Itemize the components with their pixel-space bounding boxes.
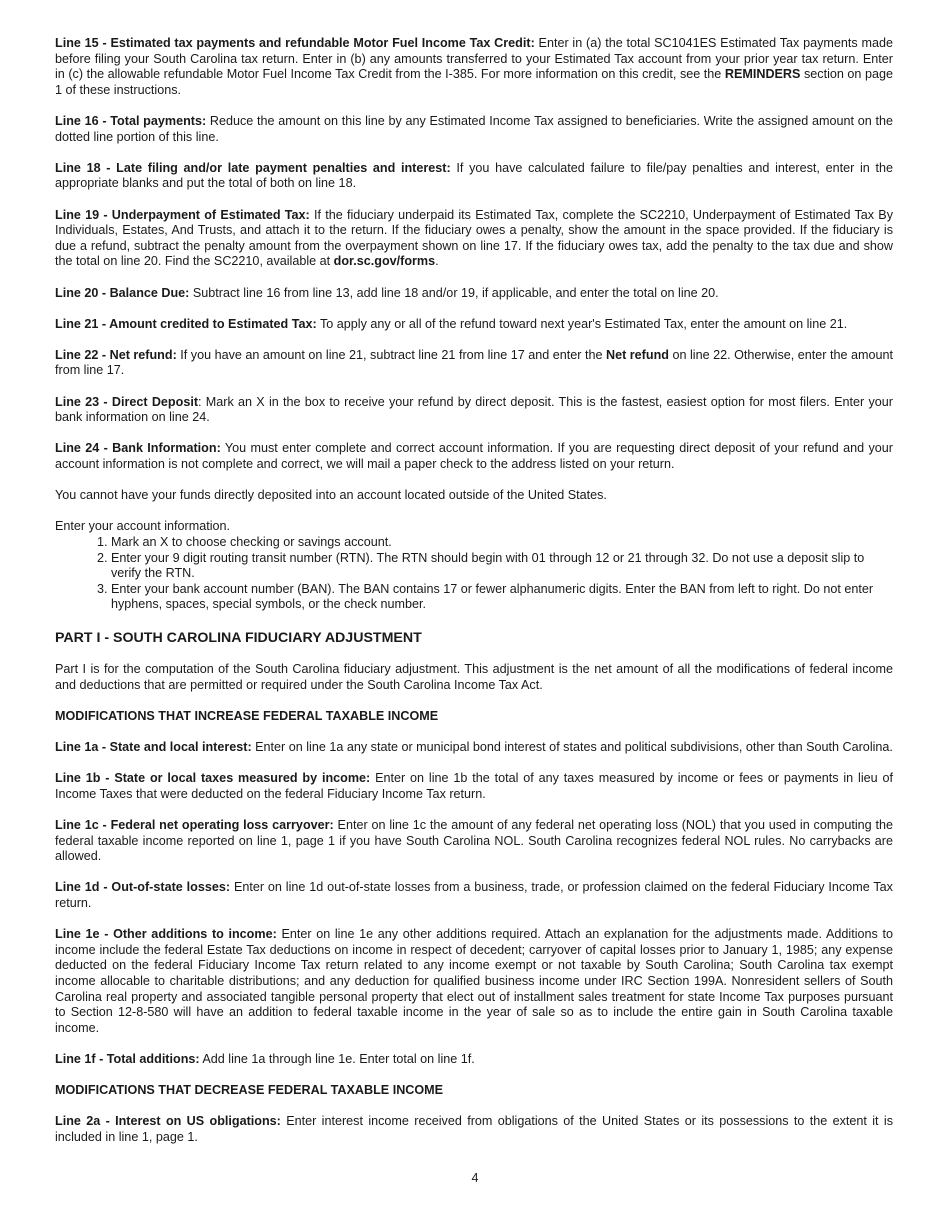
list-item: 1. Mark an X to choose checking or savings account. [111, 535, 893, 551]
line-21-instruction: Line 21 - Amount credited to Estimated Tax: To apply any or all of the refund toward next year's Estimated Tax, enter the amount on line 21. [55, 316, 848, 331]
account-info-intro: Enter your account information. [55, 519, 231, 534]
line-1b-label: Line 1b - State or local taxes measured by income: [55, 771, 371, 786]
line-15-label: Line 15 - Estimated tax payments and refundable Motor Fuel Income Tax Credit: [55, 36, 535, 50]
part-1-heading: PART I - SOUTH CAROLINA FIDUCIARY ADJUSTMENT [55, 629, 422, 646]
decrease-modifications-heading: MODIFICATIONS THAT DECREASE FEDERAL TAXABLE INCOME [55, 1083, 444, 1098]
line-24-label: Line 24 - Bank Information: [55, 441, 221, 456]
line-16-instruction: Line 16 - Total payments: Reduce the amount on this line by any Estimated Income Tax assigned to beneficiaries. Write the assigned amount on the dotted line portion of this line. [55, 113, 893, 144]
page-number: 4 [471, 1171, 479, 1185]
line-1e-label: Line 1e - Other additions to income: [55, 927, 277, 942]
line-15-instruction: Line 15 - Estimated tax payments and refundable Motor Fuel Income Tax Credit: Enter in (a) the total SC1041ES Estimated Tax payments made before filing your South Carolina tax return. Enter in (b) any amounts transferred to your Estimated Tax account from your prior year tax return. Enter in (c) the allowable refundable Motor Fuel Income Tax Credit from the I-385. For more information on this credit, see the REMINDERS section on page 1 of these instructions. [55, 36, 894, 97]
part-1-description: Part I is for the computation of the South Carolina fiduciary adjustment. This adjustment is the net amount of all the modifications of federal income and deductions that are permitted or required under the South Carolina Income Tax Act. [55, 662, 893, 692]
line-18-label: Line 18 - Late filing and/or late payment penalties and interest: [55, 160, 451, 175]
line-1d-instruction: Line 1d - Out-of-state losses: Enter on line 1d out-of-state losses from a business, trade, or profession claimed on the federal Fiduciary Income Tax return. [55, 880, 893, 911]
line-23-instruction: Line 23 - Direct Deposit: Mark an X in the box to receive your refund by direct deposit. This is the fastest, easiest option for most filers. Enter your bank information on line 24. [55, 394, 894, 425]
line-1f-instruction: Line 1f - Total additions: Add line 1a through line 1e. Enter total on line 1f. [55, 1052, 475, 1066]
line-2a-label: Line 2a - Interest on US obligations: [55, 1114, 281, 1129]
line-1f-label: Line 1f - Total additions: [55, 1052, 200, 1066]
list-item: 2. Enter your 9 digit routing transit number (RTN). The RTN should begin with 01 through 12 or 21 through 32. Do not use a deposit slip to verify the RTN. [111, 551, 893, 582]
line-18-instruction: Line 18 - Late filing and/or late payment penalties and interest: If you have calculated failure to file/pay penalties and interest, enter in the appropriate blanks and put the total of both on line 18. [55, 160, 893, 191]
instructions-page [55, 36, 893, 1161]
reminders-reference: REMINDERS [724, 67, 801, 82]
line-1a-instruction: Line 1a - State and local interest: Enter on line 1a any state or municipal bond interest of states and political subdivisions, other than South Carolina. [55, 740, 893, 755]
line-1a-label: Line 1a - State and local interest: [55, 740, 252, 755]
line-19-instruction: Line 19 - Underpayment of Estimated Tax: If the fiduciary underpaid its Estimated Tax, complete the SC2210, Underpayment of Estimated Tax By Individuals, Estates, And Trusts, and attach it to the return. If the fiduciary owes a penalty, show the amount in the space provided. If the fiduciary is due a refund, subtract the penalty amount from the overpayment shown on line 17. If the fiduciary owes tax, add the penalty to the tax due and show the total on line 20. Find the SC2210, available at dor.sc.gov/forms. [55, 207, 894, 269]
line-23-label: Line 23 - Direct Deposit [55, 394, 199, 409]
line-21-label: Line 21 - Amount credited to Estimated Tax: [55, 316, 317, 331]
line-1c-label: Line 1c - Federal net operating loss carryover: [55, 818, 334, 833]
line-16-label: Line 16 - Total payments: [55, 113, 207, 128]
line-1b-instruction: Line 1b - State or local taxes measured by income: Enter on line 1b the total of any taxes measured by income or fees or payments in lieu of Income Taxes that were deducted on the federal Fiduciary Income Tax return. [55, 771, 893, 801]
line-22-instruction: Line 22 - Net refund: If you have an amount on line 21, subtract line 21 from line 17 and enter the Net refund on line 22. Otherwise, enter the amount from line 17. [55, 347, 894, 378]
line-2a-instruction: Line 2a - Interest on US obligations: Enter interest income received from obligations of the United States or its possessions to the extent it is included in line 1, page 1. [55, 1114, 893, 1144]
line-1c-instruction: Line 1c - Federal net operating loss carryover: Enter on line 1c the amount of any federal net operating loss (NOL) that you used in computing the federal taxable income reported on line 1, page 1 if you have South Carolina NOL. South Carolina recognizes federal NOL rules. No carrybacks are allowed. [55, 818, 893, 864]
account-info-steps [55, 535, 893, 613]
line-1d-label: Line 1d - Out-of-state losses: [55, 880, 231, 895]
outside-us-note: You cannot have your funds directly deposited into an account located outside of the United States. [55, 488, 607, 503]
line-24-instruction: Line 24 - Bank Information: You must enter complete and correct account information. If you are requesting direct deposit of your refund and your account information is not complete and correct, we will mail a paper check to the address listed on your return. [55, 441, 893, 472]
line-20-label: Line 20 - Balance Due: [55, 285, 190, 300]
forms-link[interactable]: dor.sc.gov/forms [333, 254, 436, 269]
increase-modifications-heading: MODIFICATIONS THAT INCREASE FEDERAL TAXABLE INCOME [55, 708, 439, 723]
list-item: 3. Enter your bank account number (BAN). The BAN contains 17 or fewer alphanumeric digits. Enter the BAN from left to right. Do not enter hyphens, spaces, special symbols, or the check number. [111, 582, 893, 613]
net-refund-term: Net refund [605, 347, 669, 362]
line-20-instruction: Line 20 - Balance Due: Subtract line 16 from line 13, add line 18 and/or 19, if applicable, and enter the total on line 20. [55, 285, 719, 300]
line-19-label: Line 19 - Underpayment of Estimated Tax: [55, 207, 310, 222]
line-1e-instruction: Line 1e - Other additions to income: Enter on line 1e any other additions required. Attach an explanation for the adjustments made. Additions to income include the federal Estate Tax deductions on income in respect of decedent; carryover of capital losses prior to January 1, 1985; any expense deducted on the federal Fiduciary Income Tax return related to any income exempt or not taxable by South Carolina; South Carolina tax exempt income allocable to charitable distributions; and any deduction for qualified business income under IRC Section 199A. Nonresident sellers of South Carolina real property and associated tangible personal property that elect out of installment sales treatment for state Income Tax purposes pursuant to Section 12-8-580 will have an addition to federal taxable income in the year of sale so as to include the entire gain in South Carolina taxable income. [55, 927, 893, 1035]
line-22-label: Line 22 - Net refund: [55, 347, 177, 362]
